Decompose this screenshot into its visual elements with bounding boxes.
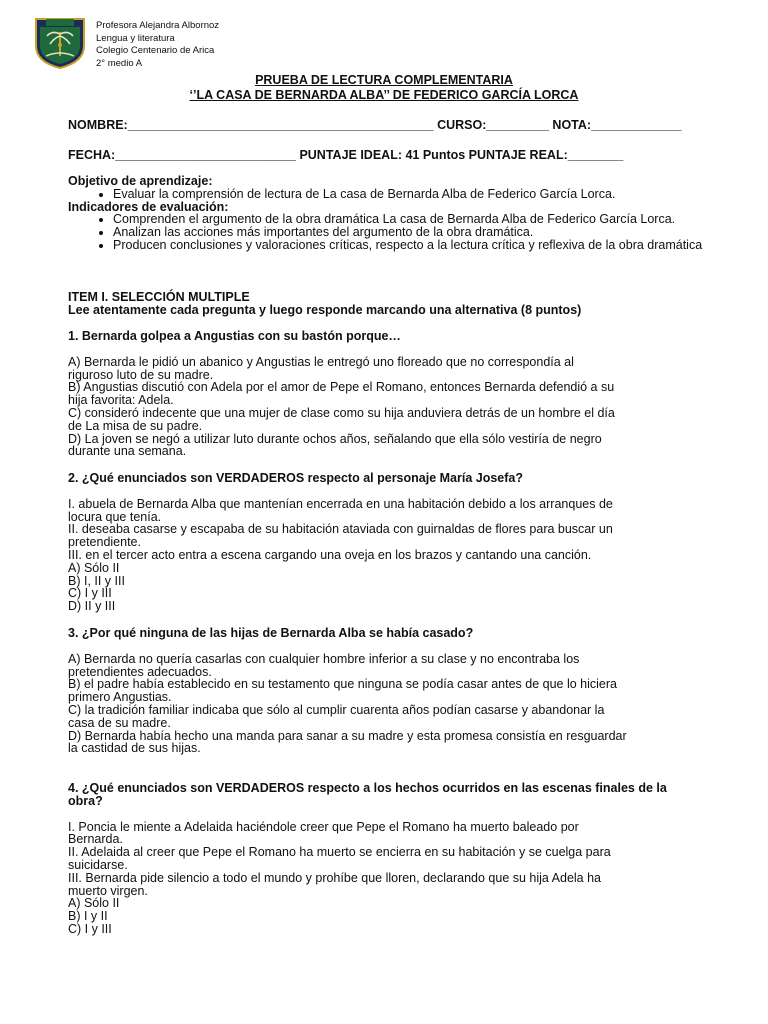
teacher-line: Profesora Alejandra Albornoz bbox=[96, 20, 220, 31]
answer-line[interactable]: B) Angustias discutió con Adela por el amor de Pepe el Romano, entonces Bernarda defendió a su bbox=[68, 380, 615, 395]
question-title: 2. ¿Qué enunciados son VERDADEROS respecto al personaje María Josefa? bbox=[68, 471, 523, 485]
answer-line[interactable]: A) Bernarda le pidió un abanico y Angustias le entregó uno floreado que no correspondía al bbox=[68, 354, 574, 369]
question-4 bbox=[68, 782, 708, 936]
objective-list bbox=[68, 188, 708, 201]
answer-option[interactable]: C) I y III bbox=[68, 921, 112, 936]
answer-line: hija favorita: Adela. bbox=[68, 393, 174, 408]
statement-line: locura que tenía. bbox=[68, 509, 162, 524]
answer-option[interactable]: D) II y III bbox=[68, 599, 116, 614]
question-title: 3. ¿Por qué ninguna de las hijas de Bernarda Alba se había casado? bbox=[68, 626, 474, 640]
answer-line: la castidad de sus hijas. bbox=[68, 741, 201, 756]
school-logo bbox=[32, 16, 88, 70]
objectives-section bbox=[68, 175, 708, 252]
teacher-line: 2° medio A bbox=[96, 57, 143, 69]
teacher-info bbox=[96, 20, 219, 70]
answer-option[interactable]: C) I y III bbox=[68, 586, 112, 601]
question-2 bbox=[68, 472, 708, 613]
answer-option[interactable]: A) Sólo II bbox=[68, 560, 120, 575]
indicator-item: • Comprenden el argumento de la obra dramática La casa de Bernarda Alba de Federico García Lorca. bbox=[113, 213, 708, 226]
statement-line: Bernarda. bbox=[68, 832, 123, 847]
teacher-line: Lengua y literatura bbox=[96, 32, 175, 44]
statement-line: III. Bernarda pide silencio a todo el mundo y prohíbe que lloren, declarando que su hija Adela ha bbox=[68, 870, 602, 885]
statement-line: pretendiente. bbox=[68, 535, 141, 550]
answer-option[interactable]: B) I y II bbox=[68, 909, 108, 924]
statement-line: I. abuela de Bernarda Alba que mantenían encerrada en una habitación debido a los arranques de bbox=[68, 496, 613, 511]
test-subtitle: ‘’LA CASA DE BERNARDA ALBA’’ DE FEDERICO GARCÍA LORCA bbox=[189, 88, 579, 102]
teacher-line: Colegio Centenario de Arica bbox=[96, 45, 215, 56]
indicators-heading: Indicadores de evaluación: bbox=[68, 199, 229, 214]
question-1 bbox=[68, 330, 708, 458]
objective-item: • Evaluar la comprensión de lectura de La casa de Bernarda Alba de Federico García Lorca. bbox=[113, 188, 708, 201]
answer-line[interactable]: A) Bernarda no quería casarlas con cualquier hombre inferior a su clase y no encontraba los bbox=[68, 651, 580, 666]
answer-line: riguroso luto de su madre. bbox=[68, 367, 214, 382]
answer-line: durante una semana. bbox=[68, 444, 187, 459]
answer-line[interactable]: D) Bernarda había hecho una manda para sanar a su madre y esta promesa consistía en resguardar bbox=[68, 728, 627, 743]
question-title: 1. Bernarda golpea a Angustias con su bastón porque… bbox=[68, 329, 401, 343]
score-fields-row[interactable]: FECHA:__________________________ PUNTAJE IDEAL: 41 Puntos PUNTAJE REAL:________ bbox=[68, 148, 624, 162]
statement-line: III. en el tercer acto entra a escena cargando una oveja en los brazos y cantando una canción. bbox=[68, 547, 592, 562]
item-heading: ITEM I. SELECCIÓN MULTIPLE bbox=[68, 290, 250, 304]
answer-line: primero Angustias. bbox=[68, 690, 172, 705]
objective-heading: Objetivo de aprendizaje: bbox=[68, 174, 213, 188]
student-fields-row[interactable]: NOMBRE:____________________________________________ CURSO:_________ NOTA:_____________ bbox=[68, 118, 682, 132]
answer-line[interactable]: D) La joven se negó a utilizar luto durante ochos años, señalando que ella sólo vestiría de negro bbox=[68, 431, 602, 446]
indicators-list bbox=[68, 213, 708, 251]
test-title: PRUEBA DE LECTURA COMPLEMENTARIA bbox=[255, 73, 513, 87]
answer-line[interactable]: C) la tradición familiar indicaba que sólo al cumplir cuarenta años podían casarse y abandonar la bbox=[68, 702, 605, 717]
statement-line: suicidarse. bbox=[68, 857, 128, 872]
answer-option[interactable]: A) Sólo II bbox=[68, 896, 120, 911]
indicator-item: • Analizan las acciones más importantes del argumento de la obra dramática. bbox=[113, 226, 708, 239]
statement-line: II. Adelaida al creer que Pepe el Romano ha muerto se encierra en su habitación y se cuelga para bbox=[68, 845, 611, 860]
answer-line: casa de su madre. bbox=[68, 715, 171, 730]
answer-line[interactable]: C) consideró indecente que una mujer de clase como su hija anduviera detrás de un hombre el día bbox=[68, 405, 615, 420]
item-one-header bbox=[68, 291, 708, 317]
answer-line: de La misa de su padre. bbox=[68, 418, 203, 433]
answer-line[interactable]: B) el padre había establecido en su testamento que ninguna se podía casar antes de que lo hiciera bbox=[68, 677, 617, 692]
school-crest-icon bbox=[32, 16, 88, 70]
question-3 bbox=[68, 627, 708, 755]
statement-line: II. deseaba casarse y escapaba de su habitación ataviada con guirnaldas de flores para buscar un bbox=[68, 522, 613, 537]
statement-line: I. Poncia le miente a Adelaida haciéndole creer que Pepe el Romano ha muerto baleado por bbox=[68, 819, 579, 834]
item-instruction: Lee atentamente cada pregunta y luego responde marcando una alternativa (8 puntos) bbox=[68, 302, 582, 317]
statement-line: muerto virgen. bbox=[68, 883, 148, 898]
answer-line: pretendientes adecuados. bbox=[68, 664, 212, 679]
question-title: 4. ¿Qué enunciados son VERDADEROS respecto a los hechos ocurridos en las escenas finales de la obra? bbox=[68, 781, 667, 808]
indicator-item: • Producen conclusiones y valoraciones críticas, respecto a la lectura crítica y reflexiva de la obra dramática bbox=[113, 239, 708, 252]
answer-option[interactable]: B) I, II y III bbox=[68, 573, 125, 588]
